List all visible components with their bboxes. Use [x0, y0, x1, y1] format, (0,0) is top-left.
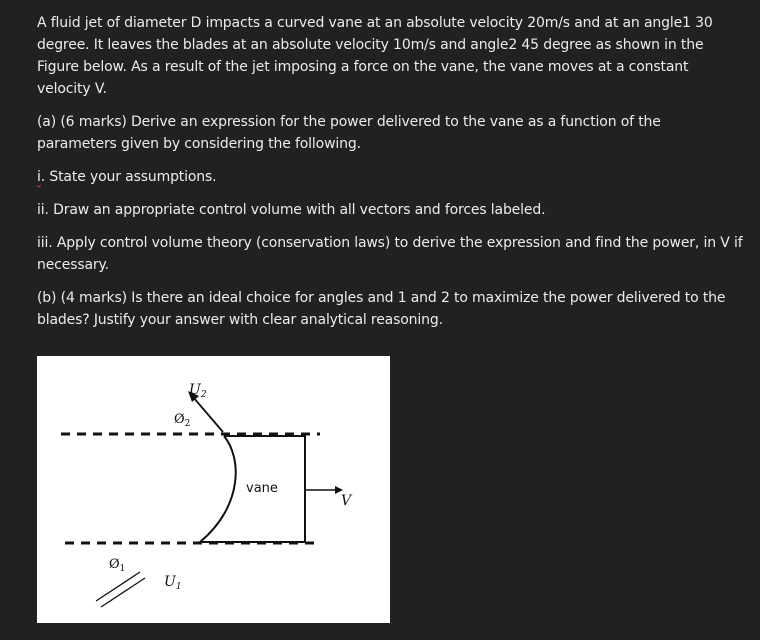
question-text: [37, 12, 743, 331]
vane-diagram: [37, 356, 390, 623]
part-a-text: (a) (6 marks) Derive an expression for the power delivered to the vane as a function of the parameters given by considering the following.: [37, 114, 661, 152]
item-i-text: . State your assumptions.: [40, 169, 217, 185]
item-i-prefix: i: [37, 169, 41, 185]
item-i: [37, 166, 743, 188]
jet-line-2: [101, 578, 145, 607]
part-b-text: (b) (4 marks) Is there an ideal choice for angles and 1 and 2 to maximize the power delivered to the blades? Justify your answer with clear analytical reasoning.: [37, 290, 726, 328]
u2-arrow: [193, 397, 223, 432]
vane-figure: [37, 356, 390, 623]
question-intro: A fluid jet of diameter D impacts a curved vane at an absolute velocity 20m/s and at an angle1 30 degree. It leaves the blades at an absolute velocity 10m/s and angle2 45 degree as shown in the Figure below. As a result of the jet imposing a force on the vane, the vane moves at a constant velocity V.: [37, 15, 713, 97]
item-iii: iii. Apply control volume theory (conservation laws) to derive the expression and find the power, in V if necessary.: [37, 235, 743, 273]
vane-curve: [200, 436, 236, 542]
vane-label: vane: [246, 481, 278, 496]
item-ii: ii. Draw an appropriate control volume with all vectors and forces labeled.: [37, 202, 546, 218]
u2-label: $U_2$: [189, 382, 207, 400]
jet-line-1: [96, 572, 140, 601]
phi2-label: $Ø_2$: [174, 412, 191, 429]
phi1-label: $Ø_1$: [109, 557, 126, 574]
u1-label: $U_1$: [164, 574, 182, 592]
velocity-label: V: [341, 493, 352, 509]
